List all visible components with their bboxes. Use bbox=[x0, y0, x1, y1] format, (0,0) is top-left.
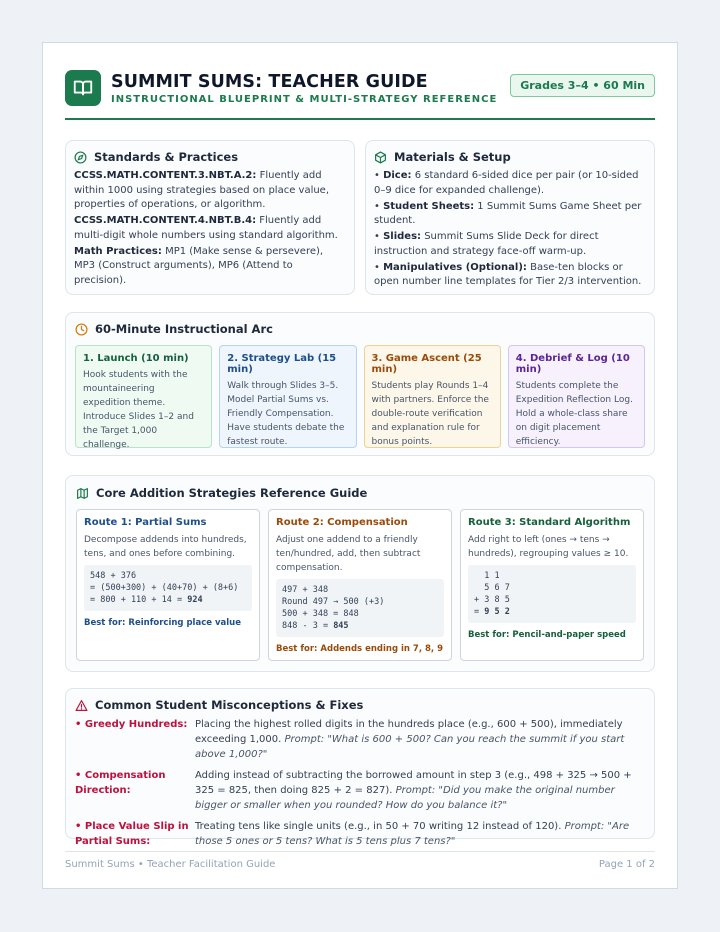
material-item: • Slides: Summit Sums Slide Deck for direct instruction and strategy face-off warm-up. bbox=[374, 231, 599, 257]
route-description: Decompose addends into hundreds, tens, and ones before combining. bbox=[84, 535, 247, 559]
phase-strategy-lab bbox=[219, 345, 356, 448]
guide-page bbox=[42, 42, 678, 889]
open-book-icon bbox=[65, 70, 101, 106]
route-compensation bbox=[268, 509, 452, 661]
phase-body: Walk through Slides 3–5. Model Partial Sums vs. Friendly Compensation. Have students debate the fastest route. bbox=[227, 381, 345, 447]
misconception-row bbox=[75, 819, 645, 849]
cube-icon bbox=[374, 151, 387, 164]
phase-heading: 1. Launch (10 min) bbox=[83, 353, 189, 364]
misconceptions-title: Common Student Misconceptions & Fixes bbox=[95, 698, 364, 712]
route-best-for: Best for: Reinforcing place value bbox=[84, 618, 241, 628]
map-icon bbox=[76, 487, 89, 500]
arc-title: 60-Minute Instructional Arc bbox=[95, 322, 273, 336]
grade-badge: Grades 3–4 • 60 Min bbox=[510, 74, 655, 97]
route-example: 548 + 376 = (500+300) + (40+70) + (8+6) = 800 + 110 + 14 = 924 bbox=[84, 565, 252, 611]
instructional-arc-card bbox=[65, 312, 655, 456]
standard-item: CCSS.MATH.CONTENT.4.NBT.B.4: Fluently add multi-digit whole numbers using standard algorithm. bbox=[74, 215, 338, 241]
phase-debrief bbox=[508, 345, 645, 448]
misconception-text: Treating tens like single units (e.g., in 50 + 70 writing 12 instead of 120). Prompt: "Are those 5 ones or 5 tens? What is 5 tens plus 7 tens?" bbox=[195, 821, 630, 847]
phase-heading: 3. Game Ascent (25 min) bbox=[371, 353, 482, 375]
page-title: SUMMIT SUMS: TEACHER GUIDE bbox=[111, 71, 428, 92]
phase-heading: 2. Strategy Lab (15 min) bbox=[227, 353, 337, 375]
route-partial-sums bbox=[76, 509, 260, 661]
misconception-label: • Greedy Hundreds: bbox=[75, 719, 188, 730]
phase-launch bbox=[75, 345, 212, 448]
misconception-label: • Place Value Slip in Partial Sums: bbox=[75, 821, 189, 847]
standards-card bbox=[65, 140, 355, 295]
misconception-label: • Compensation Direction: bbox=[75, 770, 166, 796]
misconception-text: Adding instead of subtracting the borrowed amount in step 3 (e.g., 498 + 325 → 500 + 325 = 825, then doing 825 + 2 = 827). Prompt: "Did you make the original number bigger or smaller when you rounded? How do you balance it?" bbox=[195, 770, 632, 811]
route-standard-algorithm bbox=[460, 509, 644, 661]
misconception-row bbox=[75, 768, 645, 813]
clock-icon bbox=[75, 323, 88, 336]
route-description: Add right to left (ones → tens → hundreds), regrouping values ≥ 10. bbox=[468, 535, 629, 559]
header bbox=[65, 65, 655, 111]
standard-item: CCSS.MATH.CONTENT.3.NBT.A.2: Fluently add within 1000 using strategies based on place value, properties of operations, or algorithm. bbox=[74, 170, 330, 210]
footer-title: Summit Sums • Teacher Facilitation Guide bbox=[65, 859, 276, 870]
misconception-text: Placing the highest rolled digits in the hundreds place (e.g., 600 + 500), immediately exceeding 1,000. Prompt: "What is 600 + 500? Can you reach the summit if you start above 1,000?" bbox=[195, 719, 625, 760]
material-item: • Dice: 6 standard 6-sided dice per pair (or 10-sided 0–9 dice for expanded challenge). bbox=[374, 170, 639, 196]
phase-game-ascent bbox=[364, 345, 501, 448]
phase-heading: 4. Debrief & Log (10 min) bbox=[515, 353, 630, 375]
page-subtitle: INSTRUCTIONAL BLUEPRINT & MULTI-STRATEGY REFERENCE bbox=[111, 93, 498, 105]
misconception-row bbox=[75, 717, 645, 762]
standard-item: Math Practices: MP1 (Make sense & persevere), MP3 (Construct arguments), MP6 (Attend to precision). bbox=[74, 245, 324, 286]
misconceptions-card bbox=[65, 688, 655, 847]
strategies-title: Core Addition Strategies Reference Guide bbox=[96, 486, 368, 500]
compass-icon bbox=[74, 151, 87, 164]
route-heading: Route 1: Partial Sums bbox=[84, 517, 207, 528]
phase-body: Students play Rounds 1–4 with partners. Enforce the double-route verification and explanation rule for bonus points. bbox=[371, 381, 489, 447]
material-item: • Manipulatives (Optional): Base-ten blocks or open number line templates for Tier 2/3 intervention. bbox=[374, 261, 642, 287]
route-best-for: Best for: Pencil-and-paper speed bbox=[468, 630, 626, 640]
page-number: Page 1 of 2 bbox=[598, 859, 655, 870]
standards-title: Standards & Practices bbox=[94, 150, 239, 164]
header-divider bbox=[65, 118, 655, 120]
route-heading: Route 3: Standard Algorithm bbox=[468, 517, 631, 528]
material-item: • Student Sheets: 1 Summit Sums Game Sheet per student. bbox=[374, 200, 642, 226]
route-example: 497 + 348 Round 497 → 500 (+3) 500 + 348 = 848 848 - 3 = 845 bbox=[276, 579, 444, 637]
route-description: Adjust one addend to a friendly ten/hundred, add, then subtract compensation. bbox=[276, 535, 421, 573]
route-heading: Route 2: Compensation bbox=[276, 517, 408, 528]
route-example: 1 1 5 6 7 + 3 8 5 = 9 5 2 bbox=[468, 565, 636, 623]
strategies-card bbox=[65, 475, 655, 672]
warning-icon bbox=[75, 699, 88, 712]
phase-body: Students complete the Expedition Reflection Log. Hold a whole-class share on digit placement efficiency. bbox=[515, 381, 633, 447]
materials-title: Materials & Setup bbox=[394, 150, 511, 164]
materials-card bbox=[365, 140, 655, 295]
footer bbox=[65, 851, 655, 870]
phase-body: Hook students with the mountaineering expedition theme. Introduce Slides 1–2 and the Target 1,000 challenge. bbox=[83, 370, 194, 450]
route-best-for: Best for: Addends ending in 7, 8, 9 bbox=[276, 644, 444, 654]
